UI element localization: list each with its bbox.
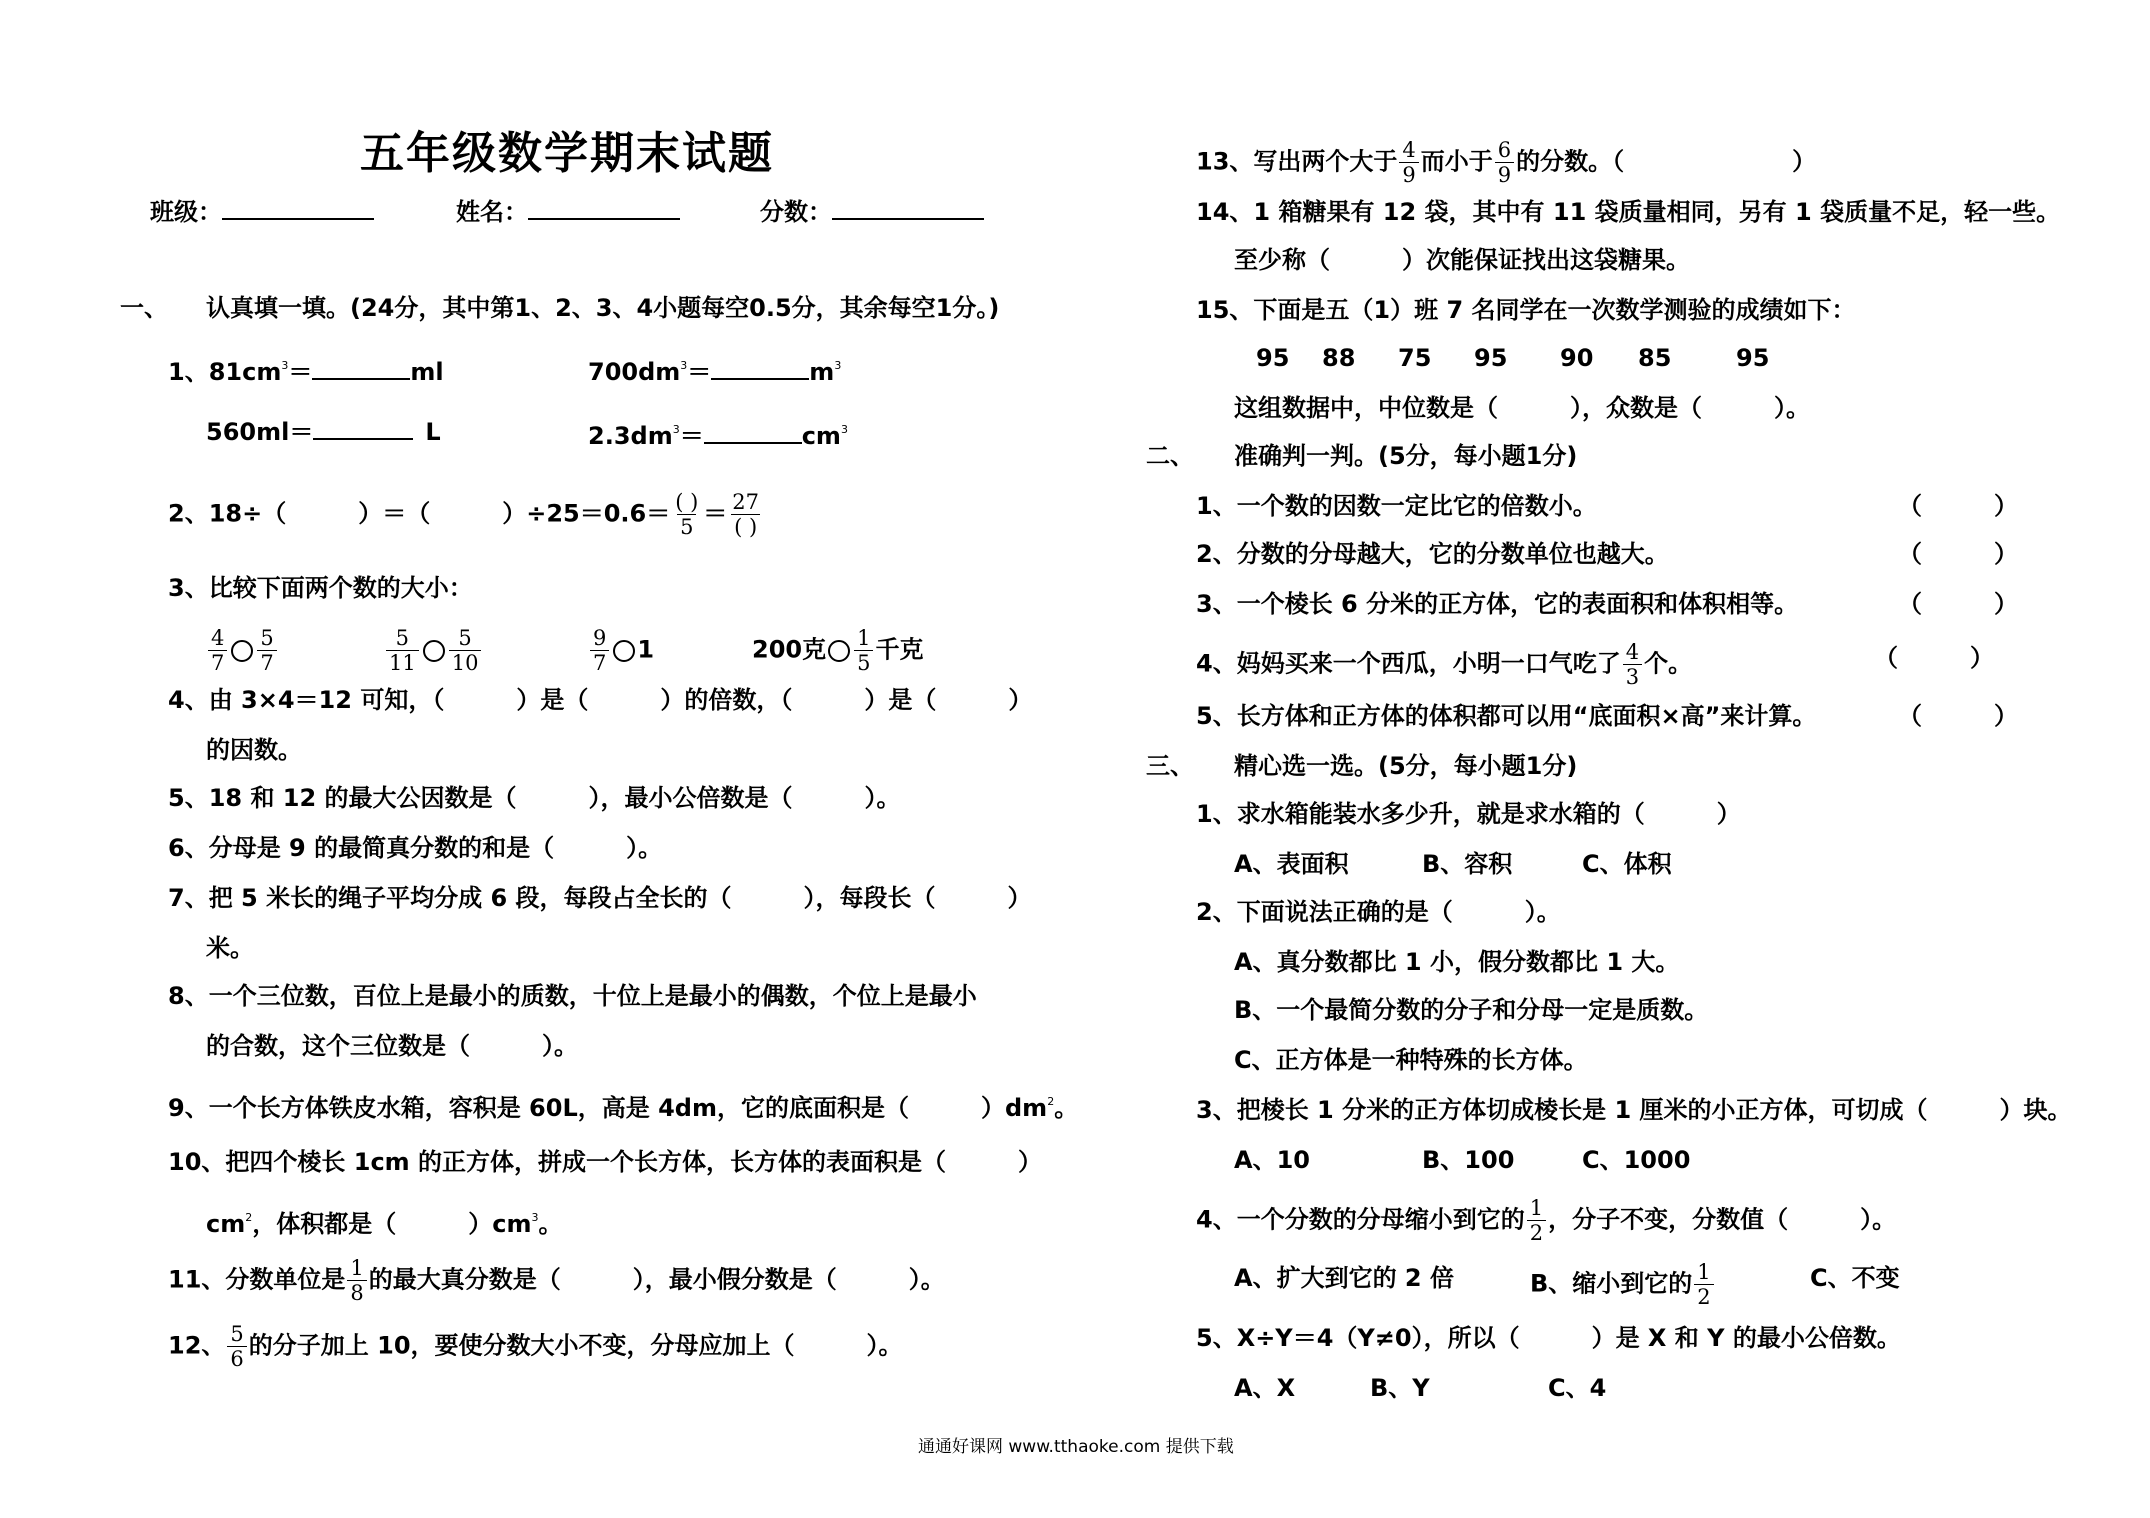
q11: 11、分数单位是 $\frac{1}{8}$ 的最大真分数是（ ），最小假分数是（ ）。	[168, 1256, 945, 1305]
q1-d: $2.3dm^3= cm^3$	[588, 422, 848, 450]
judge-2: 2、分数的分母越大，它的分数单位也越大。	[1196, 540, 1669, 568]
q7-line2: 米。	[206, 934, 254, 962]
judge-4: 4、妈妈买来一个西瓜，小明一口气吃了 $\frac{4}{3}$ 个。	[1196, 640, 1693, 689]
judge-4-answer[interactable]: （ ）	[1874, 644, 1994, 672]
judge-1: 1、一个数的因数一定比它的倍数小。	[1196, 492, 1597, 520]
mc-5-option-a[interactable]: A、X	[1234, 1374, 1296, 1402]
q15: 15、下面是五（1）班 7 名同学在一次数学测验的成绩如下：	[1196, 296, 1856, 324]
q2: 2、18÷（ ）＝（ ）÷25＝0.6＝ $\frac{( )}{5}$ ＝ $\frac{27}{( )}$	[168, 490, 764, 539]
score-field	[760, 196, 984, 228]
section1-number: 一、	[120, 294, 168, 322]
section1-title: 认真填一填。(24分，其中第1、2、3、4小题每空0.5分，其余每空1分。)	[206, 294, 1000, 322]
judge-1-answer[interactable]: （ ）	[1898, 492, 2018, 520]
mc-3: 3、把棱长 1 分米的正方体切成棱长是 1 厘米的小正方体，可切成（ ）块。	[1196, 1096, 2072, 1124]
mc-3-option-a[interactable]: A、10	[1234, 1146, 1310, 1174]
q1a-blank[interactable]	[312, 356, 410, 380]
compare-4: 200克 $\frac{1}{5}$ 千克	[752, 626, 924, 675]
class-field	[150, 196, 374, 228]
mc-5: 5、X÷Y＝4（Y≠0），所以（ ）是 X 和 Y 的最小公倍数。	[1196, 1324, 1901, 1352]
mc-1-option-c[interactable]: C、体积	[1582, 850, 1672, 878]
score-6: 85	[1638, 344, 1672, 372]
score-4: 95	[1474, 344, 1508, 372]
mc-3-option-b[interactable]: B、100	[1422, 1146, 1515, 1174]
q12: 12、 $\frac{5}{6}$ 的分子加上 10，要使分数大小不变，分母应加上（ ）。	[168, 1322, 903, 1371]
judge-3-answer[interactable]: （ ）	[1898, 590, 2018, 618]
q2-fraction-2: $\frac{27}{( )}$	[732, 490, 760, 539]
judge-5: 5、长方体和正方体的体积都可以用“底面积×高”来计算。	[1196, 702, 1817, 730]
section3-number: 三、	[1146, 752, 1194, 780]
score-5: 90	[1560, 344, 1594, 372]
score-2: 88	[1322, 344, 1356, 372]
score-label: 分数：	[760, 198, 832, 226]
mc-4-option-c[interactable]: C、不变	[1810, 1264, 1900, 1292]
q9: 9、一个长方体铁皮水箱，容积是 60L，高是 4dm，它的底面积是（ ）$dm^2$。	[168, 1094, 1079, 1122]
compare-circle[interactable]	[828, 640, 850, 662]
mc-2-option-c[interactable]: C、正方体是一种特殊的长方体。	[1234, 1046, 1588, 1074]
q4-line1: 4、由 3×4＝12 可知，（ ）是（ ）的倍数，（ ）是（ ）	[168, 686, 1033, 714]
compare-3: $\frac{9}{7}$ 1	[588, 626, 654, 675]
mc-2-option-a[interactable]: A、真分数都比 1 小，假分数都比 1 大。	[1234, 948, 1680, 976]
mc-5-option-b[interactable]: B、Y	[1370, 1374, 1430, 1402]
section3-title: 精心选一选。(5分，每小题1分)	[1234, 752, 1578, 780]
q8-line1: 8、一个三位数，百位上是最小的质数，十位上是最小的偶数，个位上是最小	[168, 982, 977, 1010]
q1d-blank[interactable]	[704, 420, 802, 444]
name-field	[456, 196, 680, 228]
q1-b: $700dm^3= m^3$	[588, 358, 842, 386]
score-blank[interactable]	[832, 196, 984, 220]
section2-number: 二、	[1146, 442, 1194, 470]
q1-a: 1、$81cm^3=$ ml	[168, 358, 444, 386]
q15-line2: 这组数据中，中位数是（ ），众数是（ ）。	[1234, 394, 1810, 422]
class-blank[interactable]	[222, 196, 374, 220]
judge-5-answer[interactable]: （ ）	[1898, 702, 2018, 730]
judge-2-answer[interactable]: （ ）	[1898, 540, 2018, 568]
score-1: 95	[1256, 344, 1290, 372]
q1c-blank[interactable]	[313, 416, 413, 440]
class-label: 班级：	[150, 198, 222, 226]
q6: 6、分母是 9 的最简真分数的和是（ ）。	[168, 834, 663, 862]
q7-line1: 7、把 5 米长的绳子平均分成 6 段，每段占全长的（ ），每段长（ ）	[168, 884, 1032, 912]
q14-line1: 14、1 箱糖果有 12 袋，其中有 11 袋质量相同，另有 1 袋质量不足，轻一些。	[1196, 198, 2061, 226]
q10-line2: $cm^2$，体积都是（ ）$cm^3$。	[206, 1210, 563, 1238]
q5: 5、18 和 12 的最大公因数是（ ），最小公倍数是（ ）。	[168, 784, 901, 812]
section2-title: 准确判一判。(5分，每小题1分)	[1234, 442, 1578, 470]
name-blank[interactable]	[528, 196, 680, 220]
q1b-blank[interactable]	[711, 356, 809, 380]
mc-1-option-a[interactable]: A、表面积	[1234, 850, 1349, 878]
compare-circle[interactable]	[613, 640, 635, 662]
q2-fraction-1: $\frac{( )}{5}$	[675, 490, 699, 539]
compare-circle[interactable]	[231, 640, 253, 662]
compare-1: $\frac{4}{7}$ $\frac{5}{7}$	[206, 626, 279, 675]
q10-line1: 10、把四个棱长 1cm 的正方体，拼成一个长方体，长方体的表面积是（ ）	[168, 1148, 1043, 1176]
compare-2: $\frac{5}{11}$ $\frac{5}{10}$	[384, 626, 483, 675]
mc-4: 4、一个分数的分母缩小到它的 $\frac{1}{2}$ ，分子不变，分数值（ ）。	[1196, 1196, 1897, 1245]
compare-circle[interactable]	[423, 640, 445, 662]
mc-2: 2、下面说法正确的是（ ）。	[1196, 898, 1561, 926]
judge-3: 3、一个棱长 6 分米的正方体，它的表面积和体积相等。	[1196, 590, 1799, 618]
mc-1-option-b[interactable]: B、容积	[1422, 850, 1513, 878]
mc-4-option-a[interactable]: A、扩大到它的 2 倍	[1234, 1264, 1454, 1292]
mc-4-option-b[interactable]: B、缩小到它的 $\frac{1}{2}$	[1530, 1260, 1716, 1309]
q3: 3、比较下面两个数的大小：	[168, 574, 473, 602]
mc-2-option-b[interactable]: B、一个最简分数的分子和分母一定是质数。	[1234, 996, 1709, 1024]
q14-line2: 至少称（ ）次能保证找出这袋糖果。	[1234, 246, 1690, 274]
q13: 13、写出两个大于 $\frac{4}{9}$ 而小于 $\frac{6}{9}$ 的分数。（ ）	[1196, 138, 1817, 187]
mc-1: 1、求水箱能装水多少升，就是求水箱的（ ）	[1196, 800, 1741, 828]
page-title: 五年级数学期末试题	[360, 128, 774, 179]
q1-c: 560ml＝ L	[206, 418, 441, 446]
mc-5-option-c[interactable]: C、4	[1548, 1374, 1607, 1402]
score-7: 95	[1736, 344, 1770, 372]
footer-source: 通通好课网 www.tthaoke.com 提供下载	[918, 1437, 1234, 1457]
name-label: 姓名：	[456, 198, 528, 226]
q4-line2: 的因数。	[206, 736, 302, 764]
q8-line2: 的合数，这个三位数是（ ）。	[206, 1032, 578, 1060]
mc-3-option-c[interactable]: C、1000	[1582, 1146, 1691, 1174]
score-3: 75	[1398, 344, 1432, 372]
